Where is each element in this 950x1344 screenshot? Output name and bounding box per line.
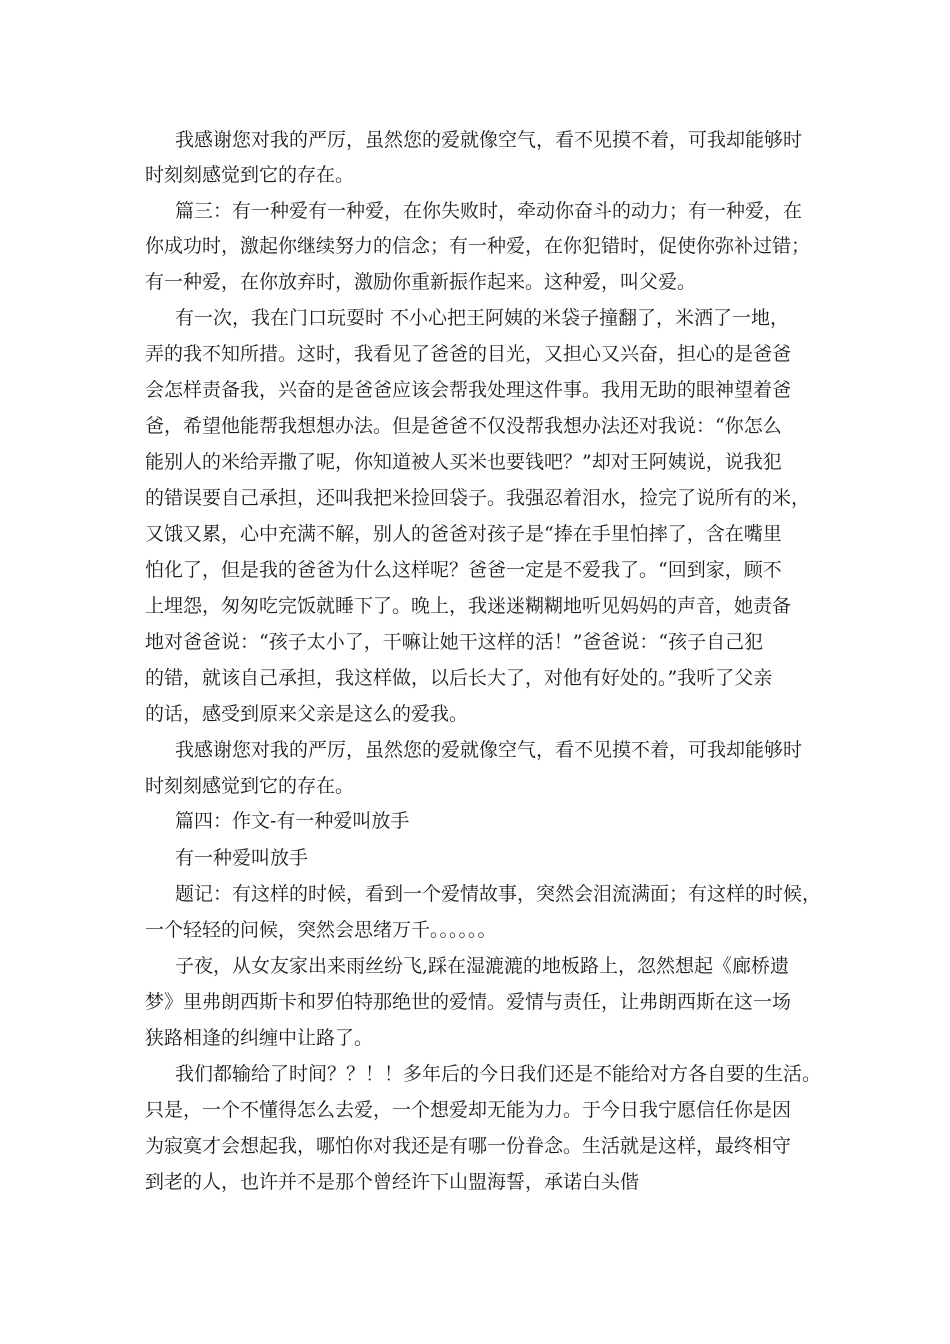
- section-heading-line: 篇四：作文-有一种爱叫放手: [175, 810, 410, 832]
- text-line: 你成功时，激起你继续努力的信念；有一种爱，在你犯错时，促使你弥补过错；: [145, 235, 811, 257]
- text-line: 有一次，我在门口玩耍时 不小心把王阿姨的米袋子撞翻了，米洒了一地，: [175, 307, 790, 329]
- text-line: 一个轻轻的问候，突然会思绪万千。。。。。。: [145, 919, 497, 941]
- text-line: 我感谢您对我的严厉，虽然您的爱就像空气，看不见摸不着，可我却能够时: [175, 129, 803, 151]
- text-line: 时刻刻感觉到它的存在。: [145, 775, 355, 797]
- text-line: 的话，感受到原来父亲是这么的爱我。: [145, 703, 469, 725]
- text-line: 弄的我不知所措。这时，我看见了爸爸的目光，又担心又兴奋，担心的是爸爸: [145, 343, 792, 365]
- text-line: 地对爸爸说：“孩子太小了，干嘛让她干这样的活！”爸爸说：“孩子自己犯: [145, 631, 764, 653]
- text-line: 梦》里弗朗西斯卡和罗伯特那绝世的爱情。爱情与责任，让弗朗西斯在这一场: [145, 991, 792, 1013]
- text-line: 时刻刻感觉到它的存在。: [145, 164, 355, 186]
- text-line: 狭路相逢的纠缠中让路了。: [145, 1027, 374, 1049]
- text-line: 子夜，从女友家出来雨丝纷飞,踩在湿漉漉的地板路上，忽然想起《廊桥遗: [175, 955, 790, 977]
- text-line: 能别人的米给弄撒了呢，你知道被人买米也要钱吧？”却对王阿姨说，说我犯: [145, 451, 782, 473]
- text-line: 的错误要自己承担，还叫我把米捡回袋子。我强忍着泪水，捡完了说所有的米，: [145, 487, 811, 509]
- text-line: 只是，一个不懂得怎么去爱，一个想爱却无能为力。于今日我宁愿信任你是因: [145, 1099, 792, 1121]
- text-line: 有一种爱，在你放弃时，激励你重新振作起来。这种爱，叫父爱。: [145, 271, 697, 293]
- text-line: 爸，希望他能帮我想想办法。但是爸爸不仅没帮我想办法还对我说：“你怎么: [145, 415, 782, 437]
- text-line: 到老的人，也许并不是那个曾经许下山盟海誓，承诺白头偕: [145, 1171, 640, 1193]
- text-line: 又饿又累，心中充满不解，别人的爸爸对孩子是“捧在手里怕摔了，含在嘴里: [145, 523, 782, 545]
- text-line: 我们都输给了时间？？！！多年后的今日我们还是不能给对方各自要的生活。: [175, 1063, 822, 1085]
- text-line: 怕化了，但是我的爸爸为什么这样呢？爸爸一定是不爱我了。“回到家，顾不: [145, 559, 782, 581]
- essay-title-line: 有一种爱叫放手: [175, 847, 309, 869]
- section-heading-line: 篇三：有一种爱有一种爱，在你失败时，牵动你奋斗的动力；有一种爱，在: [175, 200, 803, 222]
- text-line: 上埋怨，匆匆吃完饭就睡下了。晚上，我迷迷糊糊地听见妈妈的声音，她责备: [145, 595, 792, 617]
- text-line: 为寂寞才会想起我，哪怕你对我还是有哪一份眷念。生活就是这样，最终相守: [145, 1135, 792, 1157]
- text-line: 题记：有这样的时候，看到一个爱情故事，突然会泪流满面；有这样的时候，: [175, 883, 822, 905]
- text-line: 会怎样责备我，兴奋的是爸爸应该会帮我处理这件事。我用无助的眼神望着爸: [145, 379, 792, 401]
- text-line: 我感谢您对我的严厉，虽然您的爱就像空气，看不见摸不着，可我却能够时: [175, 739, 803, 761]
- text-line: 的错，就该自己承担，我这样做，以后长大了，对他有好处的。”我听了父亲: [145, 667, 773, 689]
